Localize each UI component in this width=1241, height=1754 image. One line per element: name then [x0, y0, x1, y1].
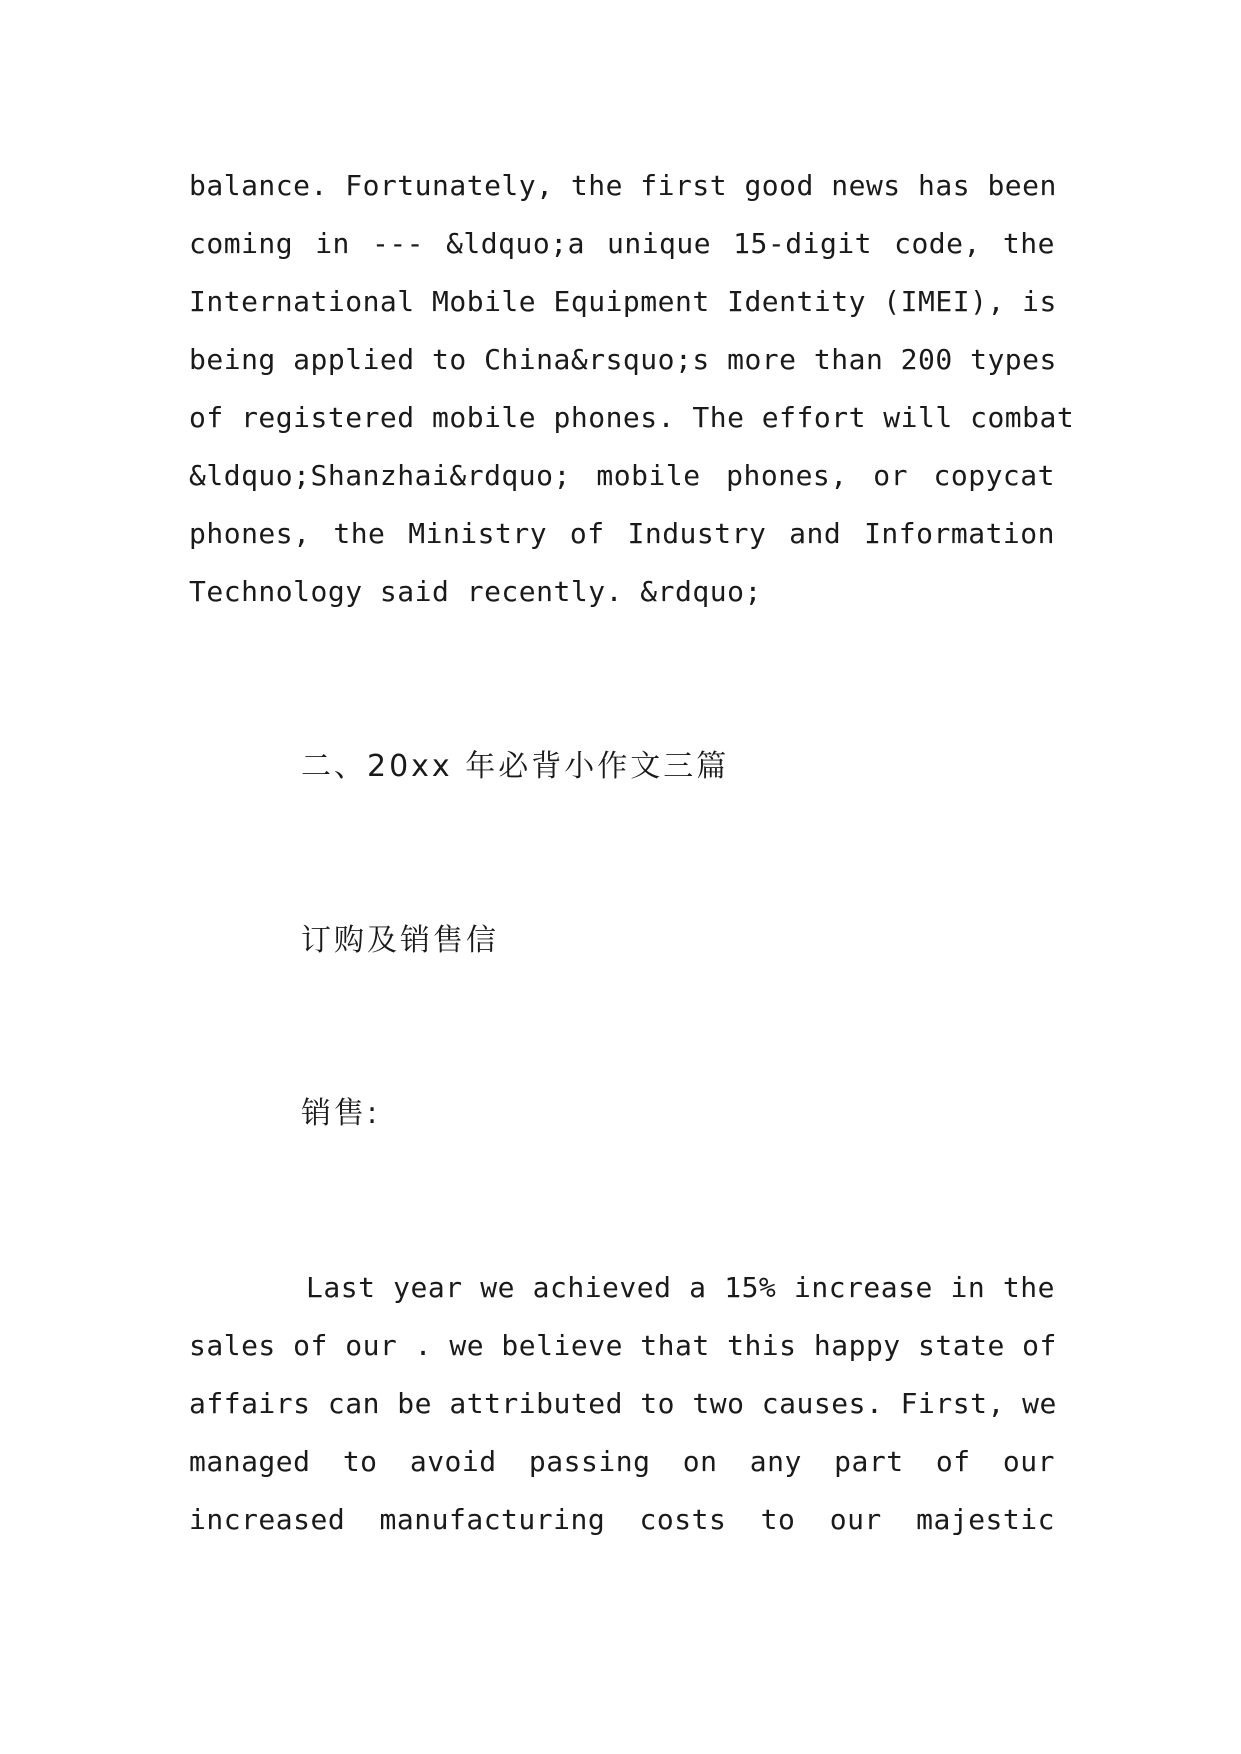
- paragraph-line: balance. Fortunately, the first good news has been: [189, 169, 1057, 202]
- paragraph-line: being applied to China&rsquo;s more than 200 types: [189, 343, 1057, 376]
- paragraph-line: Last year we achieved a 15% increase in the: [306, 1271, 1055, 1304]
- section-label: 销售:: [301, 1096, 381, 1131]
- paragraph-line: coming in --- &ldquo;a unique 15-digit code, the: [189, 227, 1055, 260]
- paragraph-line: increased manufacturing costs to our majestic: [189, 1503, 1055, 1536]
- paragraph-line: managed to avoid passing on any part of our: [189, 1445, 1055, 1478]
- paragraph-line: of registered mobile phones. The effort will combat: [189, 401, 1075, 434]
- section-heading: 二、20xx 年必背小作文三篇: [301, 749, 730, 784]
- paragraph-line: sales of our . we believe that this happy state of: [189, 1329, 1057, 1362]
- paragraph-line: phones, the Ministry of Industry and Information: [189, 517, 1055, 550]
- paragraph-line: International Mobile Equipment Identity (IMEI), is: [189, 285, 1057, 318]
- subheading: 订购及销售信: [301, 923, 499, 958]
- paragraph-line: affairs can be attributed to two causes. First, we: [189, 1387, 1057, 1420]
- paragraph-line: Technology said recently. &rdquo;: [189, 575, 762, 608]
- paragraph-line: &ldquo;Shanzhai&rdquo; mobile phones, or copycat: [189, 459, 1055, 492]
